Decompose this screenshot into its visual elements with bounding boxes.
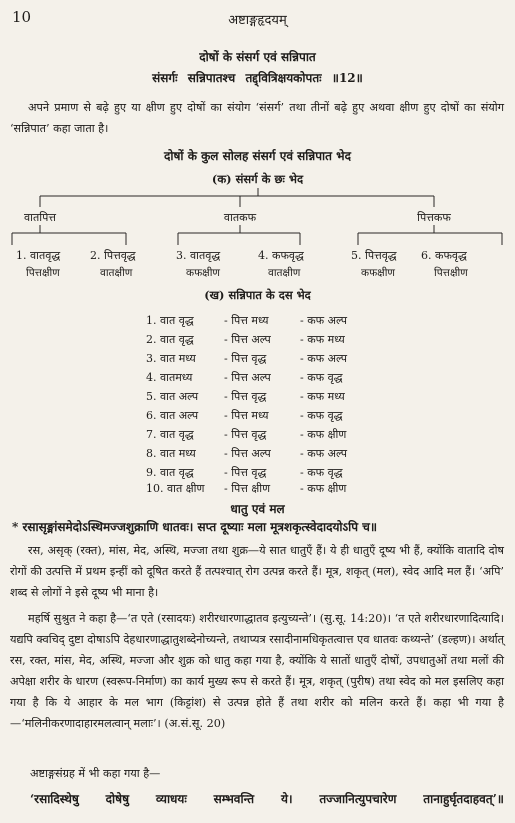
- sannipata-row: 10. वात क्षीण - पित्त क्षीण - कफ क्षीण: [146, 482, 347, 495]
- leaf-5-sub: कफक्षीण: [361, 267, 395, 279]
- sannipata-row: 2. वात वृद्ध - पित्त अल्प - कफ मध्य: [146, 333, 345, 346]
- running-title: अष्टाङ्गहृदयम्: [228, 13, 287, 28]
- sannipata-row: 5. वात अल्प - पित्त वृद्ध - कफ मध्य: [146, 390, 345, 403]
- sannipata-row: 6. वात अल्प - पित्त मध्य - कफ वृद्ध: [146, 409, 343, 422]
- verse-final: ‘रसादिस्थेषु दोषेषु व्याधयः सम्भवन्ति ये। तज्जानित्युपचारेण तानाहुर्घृतदाहवत्’॥: [30, 792, 504, 806]
- leaf-6-sub: पित्तक्षीण: [434, 267, 468, 279]
- sannipata-row: 3. वात मध्य - पित्त वृद्ध - कफ अल्प: [146, 352, 348, 365]
- leaf-2-sub: वातक्षीण: [100, 267, 133, 279]
- sannipata-row: 8. वात मध्य - पित्त अल्प - कफ अल्प: [146, 447, 348, 460]
- verse-dhatu: * रसासृङ्मांसमेदोऽस्थिमज्जशुक्राणि धातवः। सप्त दूष्याः मला मूत्रशकृत्स्वेदादयोऽपि च॥: [12, 520, 378, 534]
- classification-tree-lines: [0, 0, 515, 290]
- leaf-3: 3. वातवृद्ध: [176, 249, 221, 262]
- leaf-2: 2. पित्तवृद्ध: [90, 249, 136, 262]
- section-heading-samsarga: दोषों के संसर्ग एवं सन्निपात: [199, 50, 316, 64]
- sannipata-row: 7. वात वृद्ध - पित्त वृद्ध - कफ क्षीण: [146, 428, 347, 441]
- leaf-4: 4. कफवृद्ध: [258, 249, 304, 262]
- paragraph-samsarga: अपने प्रमाण से बढ़े हुए या क्षीण हुए दोषों का संयोग ‘संसर्ग’ तथा तीनों बढ़े हुए अथवा क्षीण हुए दोषों का संयोग ‘सन्निपात’ कहा जाता है।: [10, 101, 504, 135]
- section-heading-sixteen-types: दोषों के कुल सोलह संसर्ग एवं सन्निपात भेद: [164, 149, 351, 163]
- subheading-samsarga-six: (क) संसर्ग के छः भेद: [211, 172, 304, 186]
- paragraph-sushruta: महर्षि सुश्रुत ने कहा है—‘त एते (रसादयः) शरीरधारणाद्धातव इत्युच्यन्ते’। (सु.सू. 14:20)। ‘त एते शरीरधारणादित्यादि। यद्यपि क्वचिद् दुष्टा दोषाऽपि देहधारणाद्धातुशब्देनोच्यन्ते, तथाप्यत्र रसादीनामधिकृतत्वात्त एव धातवः कथ्यन्ते’ (डल्हण)। अर्थात् रस, रक्त, मांस, मेद, अस्थि, मज्जा और शुक्र को धातु कहा गया है, क्योंकि ये सातों धातुएँ दोषों, उपधातुओं तथा मलों की अपेक्षा शरीर के धारण (स्वरूप-निर्माण) का कार्य मुख्य रूप से करते हैं। मूत्र, शकृत् (पुरीष) तथा स्वेद को मल इसलिए कहा गया है कि ये आहार के मल भाग (किट्टांश) से उत्पन्न होते हैं तथा शरीर को मलिन करते हैं। कहा भी गया है—‘मलिनीकरणादाहारमलत्वान् मलाः’। (अ.सं.सू. 20): [10, 612, 504, 730]
- leaf-6: 6. कफवृद्ध: [421, 249, 467, 262]
- leaf-5: 5. पित्तवृद्ध: [351, 249, 397, 262]
- group-vatakapha: वातकफ: [223, 211, 257, 224]
- page-number: 10: [12, 8, 32, 26]
- subheading-sannipata-ten: (ख) सन्निपात के दस भेद: [204, 288, 311, 302]
- verse-12: संसर्गः सन्निपातश्च तद्द्वित्रिक्षयकोपतः ॥12॥: [152, 71, 363, 85]
- paragraph-ashtanga-sangraha: अष्टाङ्गसंग्रह में भी कहा गया है—: [30, 767, 161, 780]
- group-vatapitta: वातपित्त: [24, 211, 56, 224]
- group-pittakapha: पित्तकफ: [417, 211, 451, 224]
- section-heading-dhatu-mala: धातु एवं मल: [230, 502, 285, 516]
- leaf-1-sub: पित्तक्षीण: [26, 267, 60, 279]
- paragraph-dhatu: रस, असृक् (रक्त), मांस, मेद, अस्थि, मज्जा तथा शुक्र—ये सात धातुएँ हैं। ये ही धातुएँ दूष्य भी हैं, क्योंकि वातादि दोष रोगों की उत्पत्ति में प्रथम इन्हीं को दूषित करते हैं तत्पश्चात् रोग उत्पन्न करते हैं। मूत्र, शकृत् (मल), स्वेद आदि मल हैं। ‘अपि’ शब्द से लोगों ने इसे दूष्य भी माना है।: [10, 544, 504, 599]
- sannipata-row: 4. वातमध्य - पित्त अल्प - कफ वृद्ध: [146, 371, 343, 384]
- leaf-1: 1. वातवृद्ध: [16, 249, 61, 262]
- leaf-3-sub: कफक्षीण: [186, 267, 220, 279]
- sannipata-row: 9. वात वृद्ध - पित्त वृद्ध - कफ वृद्ध: [146, 466, 343, 479]
- sannipata-row: 1. वात वृद्ध - पित्त मध्य - कफ अल्प: [146, 314, 348, 327]
- leaf-4-sub: वातक्षीण: [268, 267, 301, 279]
